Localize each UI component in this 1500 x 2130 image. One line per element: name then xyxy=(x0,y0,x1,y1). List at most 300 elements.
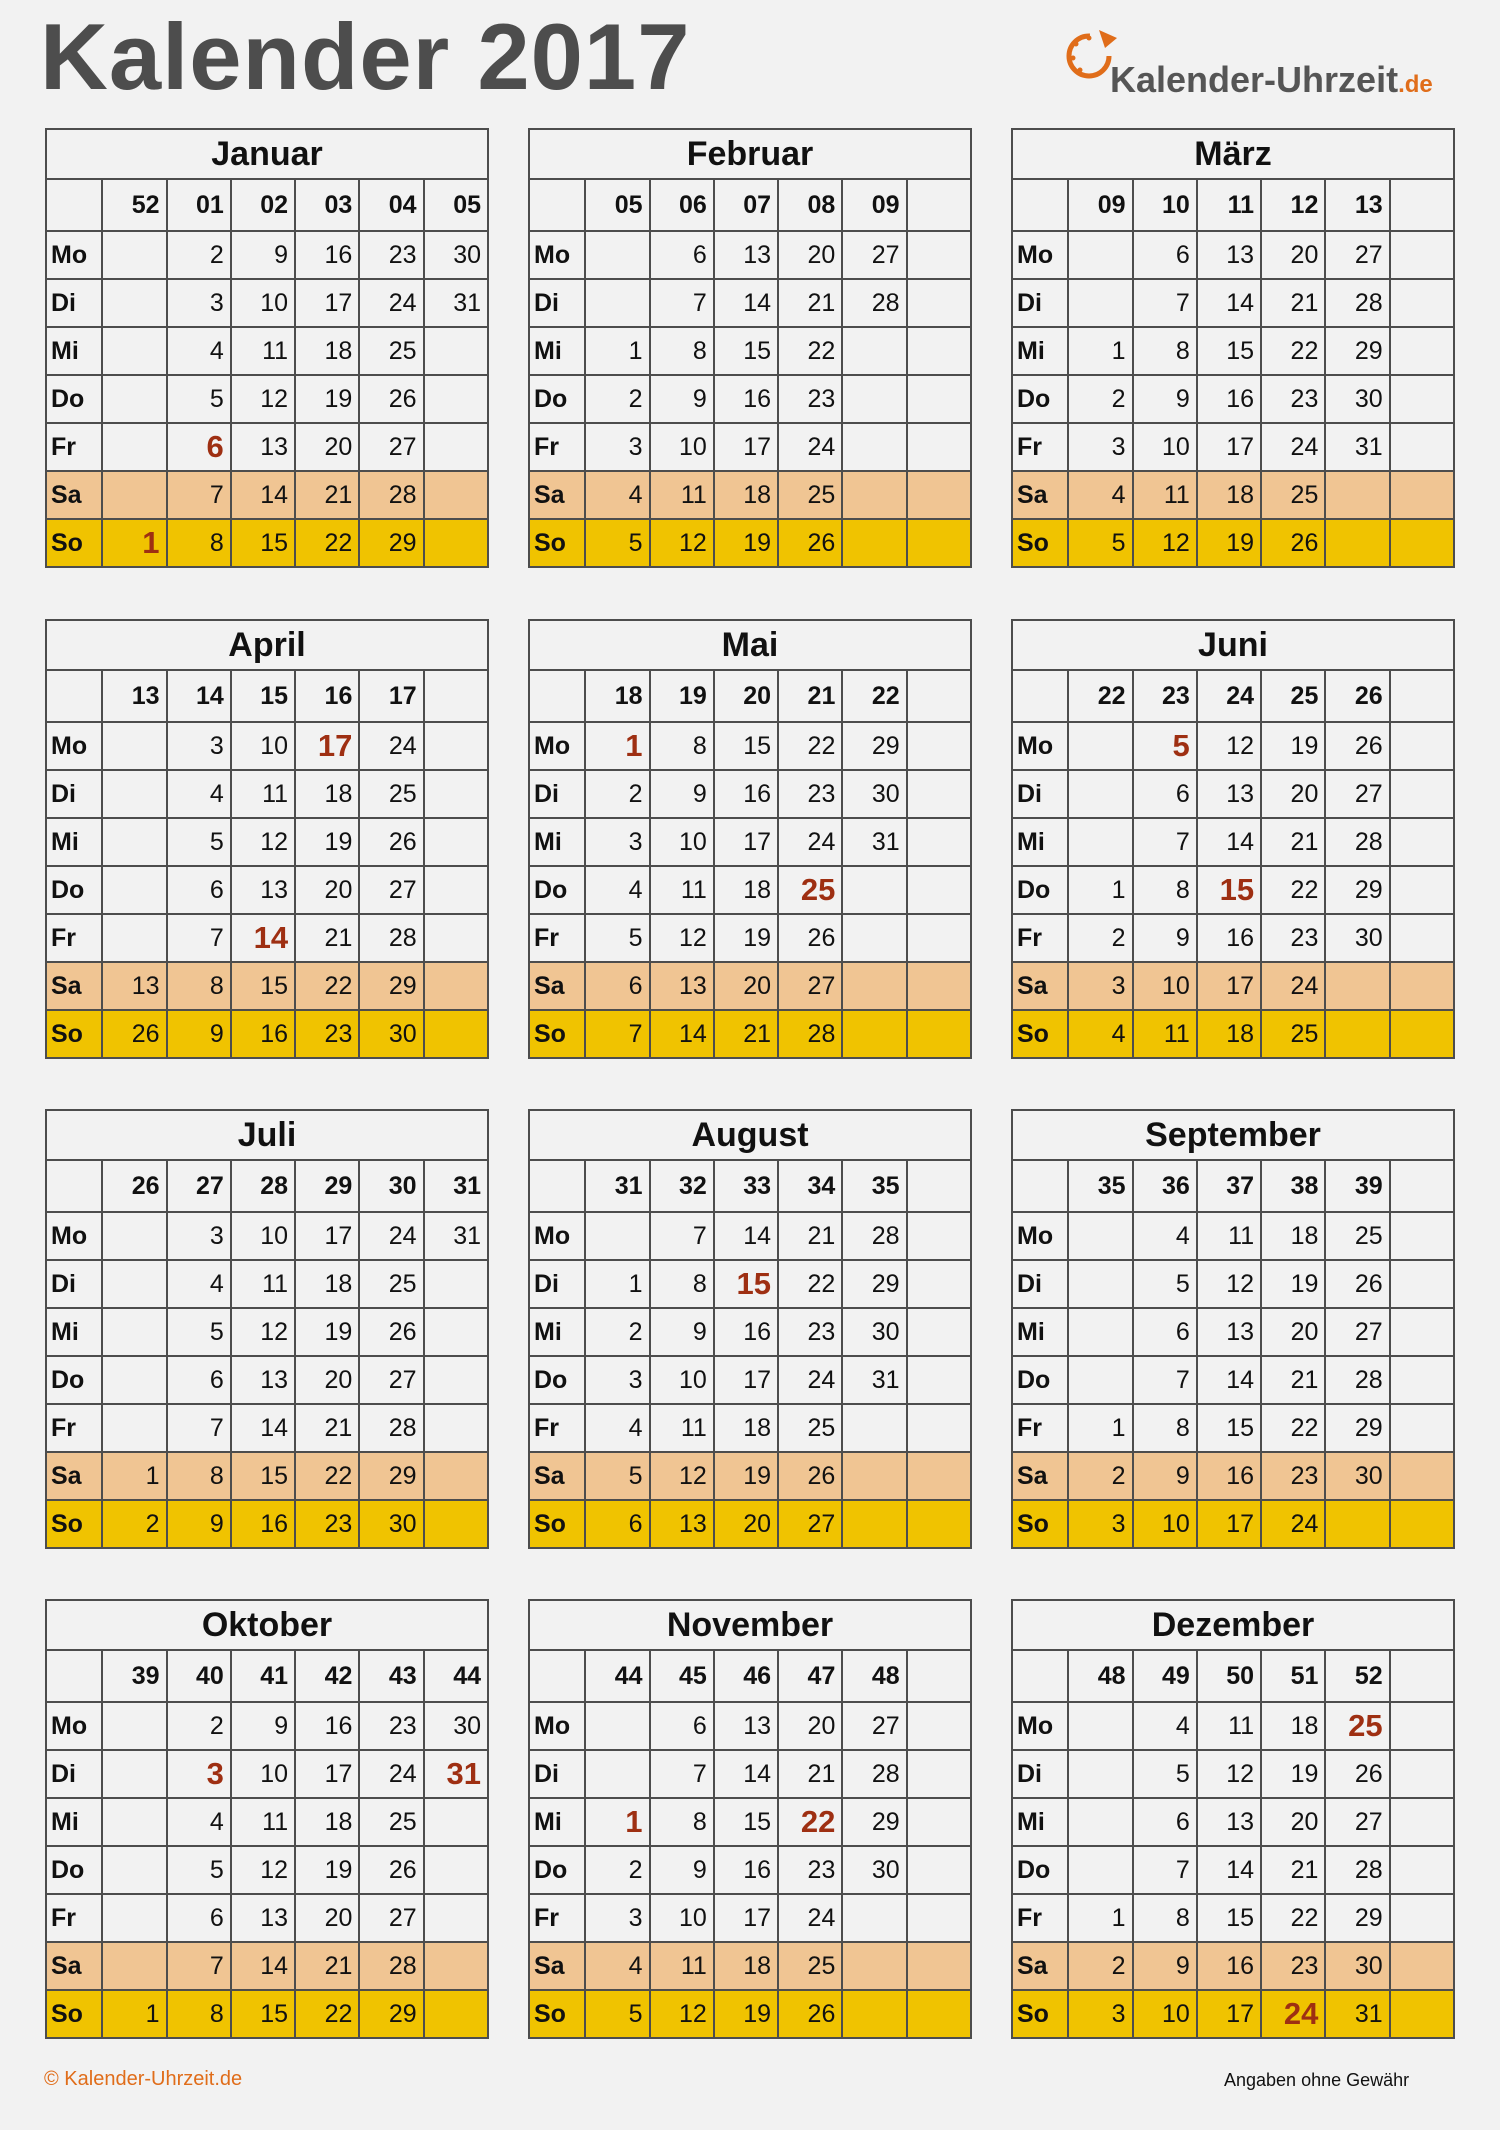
date-cell: 18 xyxy=(714,471,778,519)
empty-cell xyxy=(1390,962,1454,1010)
date-cell: 20 xyxy=(1261,770,1325,818)
date-cell: 12 xyxy=(231,1846,295,1894)
weekday-row xyxy=(46,770,488,818)
empty-cell xyxy=(1068,1750,1132,1798)
weekday-label: Mo xyxy=(1012,1702,1068,1750)
date-cell: 19 xyxy=(1261,722,1325,770)
week-number xyxy=(907,670,971,722)
week-number xyxy=(1390,670,1454,722)
date-cell: 22 xyxy=(295,962,359,1010)
empty-cell xyxy=(424,1260,488,1308)
date-cell: 21 xyxy=(778,1750,842,1798)
date-cell: 16 xyxy=(295,231,359,279)
empty-cell xyxy=(102,1260,166,1308)
weekday-label: Mi xyxy=(529,327,585,375)
date-cell: 5 xyxy=(1068,519,1132,567)
date-cell: 25 xyxy=(1325,1212,1389,1260)
weekday-row xyxy=(1012,770,1454,818)
weekday-row xyxy=(1012,914,1454,962)
empty-cell xyxy=(907,818,971,866)
weekday-label: Mi xyxy=(529,818,585,866)
empty-cell xyxy=(1325,471,1389,519)
weekday-row xyxy=(46,1452,488,1500)
date-cell: 10 xyxy=(231,1212,295,1260)
date-cell: 28 xyxy=(842,1212,906,1260)
date-cell: 10 xyxy=(231,722,295,770)
weekday-row xyxy=(1012,818,1454,866)
weekday-label: Mi xyxy=(529,1308,585,1356)
week-number: 36 xyxy=(1133,1160,1197,1212)
date-cell: 19 xyxy=(714,914,778,962)
date-cell: 28 xyxy=(778,1010,842,1058)
date-cell: 2 xyxy=(1068,375,1132,423)
date-cell: 18 xyxy=(1197,1010,1261,1058)
weekday-label: Sa xyxy=(529,1452,585,1500)
date-cell: 18 xyxy=(295,327,359,375)
date-cell: 5 xyxy=(585,914,649,962)
week-number: 19 xyxy=(650,670,714,722)
week-number: 22 xyxy=(1068,670,1132,722)
date-cell: 16 xyxy=(714,375,778,423)
weekday-label: Mi xyxy=(46,818,102,866)
weekday-row xyxy=(529,1404,971,1452)
date-cell: 2 xyxy=(102,1500,166,1548)
weekday-label: Mo xyxy=(1012,1212,1068,1260)
empty-cell xyxy=(102,818,166,866)
date-cell: 14 xyxy=(1197,1356,1261,1404)
weekday-label: Do xyxy=(529,1356,585,1404)
date-cell: 7 xyxy=(650,1750,714,1798)
empty-cell xyxy=(424,375,488,423)
weekday-label: Do xyxy=(46,375,102,423)
empty-cell xyxy=(907,1846,971,1894)
weekday-label: Fr xyxy=(529,914,585,962)
date-cell: 24 xyxy=(359,279,423,327)
date-cell: 22 xyxy=(1261,866,1325,914)
week-number: 50 xyxy=(1197,1650,1261,1702)
date-cell: 1 xyxy=(585,1260,649,1308)
date-cell: 12 xyxy=(1197,1260,1261,1308)
date-cell: 27 xyxy=(359,866,423,914)
week-corner-cell xyxy=(529,179,585,231)
date-cell: 23 xyxy=(1261,375,1325,423)
date-cell: 2 xyxy=(167,231,231,279)
date-cell: 6 xyxy=(585,962,649,1010)
date-cell: 3 xyxy=(585,423,649,471)
date-cell: 30 xyxy=(359,1010,423,1058)
date-cell: 5 xyxy=(167,1308,231,1356)
empty-cell xyxy=(842,866,906,914)
weekday-label: Sa xyxy=(46,1452,102,1500)
weekday-row xyxy=(1012,1894,1454,1942)
date-cell: 20 xyxy=(1261,1798,1325,1846)
date-cell: 30 xyxy=(1325,375,1389,423)
date-cell: 30 xyxy=(842,1308,906,1356)
date-cell: 12 xyxy=(231,1308,295,1356)
date-cell: 15 xyxy=(714,1798,778,1846)
date-cell: 20 xyxy=(1261,231,1325,279)
empty-cell xyxy=(424,1894,488,1942)
date-cell: 24 xyxy=(1261,962,1325,1010)
month-name: Januar xyxy=(46,129,488,179)
weekday-row xyxy=(1012,962,1454,1010)
disclaimer-text: Angaben ohne Gewähr xyxy=(1224,2070,1410,2090)
date-cell: 11 xyxy=(650,1404,714,1452)
date-cell: 9 xyxy=(1133,1942,1197,1990)
week-number xyxy=(907,1160,971,1212)
empty-cell xyxy=(907,1356,971,1404)
date-cell: 20 xyxy=(1261,1308,1325,1356)
empty-cell xyxy=(907,231,971,279)
week-number: 45 xyxy=(650,1650,714,1702)
date-cell: 13 xyxy=(650,1500,714,1548)
date-cell: 17 xyxy=(1197,1990,1261,2038)
date-cell: 11 xyxy=(1133,1010,1197,1058)
date-cell: 10 xyxy=(1133,1500,1197,1548)
weekday-label: So xyxy=(1012,1010,1068,1058)
empty-cell xyxy=(102,1404,166,1452)
date-cell: 2 xyxy=(167,1702,231,1750)
empty-cell xyxy=(907,1500,971,1548)
date-cell: 7 xyxy=(650,279,714,327)
date-cell: 29 xyxy=(1325,1404,1389,1452)
date-cell: 28 xyxy=(842,1750,906,1798)
month-name: Juni xyxy=(1012,620,1454,670)
date-cell: 4 xyxy=(167,327,231,375)
empty-cell xyxy=(907,866,971,914)
empty-cell xyxy=(1390,1452,1454,1500)
weekday-row xyxy=(1012,1010,1454,1058)
empty-cell xyxy=(907,1260,971,1308)
month-name: Februar xyxy=(529,129,971,179)
date-cell: 8 xyxy=(650,722,714,770)
empty-cell xyxy=(907,914,971,962)
date-cell: 28 xyxy=(359,914,423,962)
date-cell: 21 xyxy=(778,279,842,327)
month-table xyxy=(528,1109,972,1549)
weekday-label: Do xyxy=(1012,1846,1068,1894)
date-cell: 14 xyxy=(1197,818,1261,866)
weekday-row xyxy=(46,423,488,471)
date-cell: 29 xyxy=(1325,866,1389,914)
date-cell: 14 xyxy=(231,1942,295,1990)
empty-cell xyxy=(585,279,649,327)
site-logo[interactable] xyxy=(1065,20,1465,100)
empty-cell xyxy=(1390,722,1454,770)
empty-cell xyxy=(1390,1500,1454,1548)
week-number: 37 xyxy=(1197,1160,1261,1212)
date-cell: 7 xyxy=(1133,279,1197,327)
date-cell: 21 xyxy=(1261,1846,1325,1894)
date-cell: 29 xyxy=(842,1798,906,1846)
date-cell: 1 xyxy=(102,1990,166,2038)
weekday-row xyxy=(1012,1212,1454,1260)
date-cell: 22 xyxy=(295,1452,359,1500)
weekday-label: Di xyxy=(529,770,585,818)
week-corner-cell xyxy=(46,670,102,722)
date-cell: 8 xyxy=(1133,1404,1197,1452)
date-cell: 2 xyxy=(585,1308,649,1356)
empty-cell xyxy=(1390,1010,1454,1058)
week-corner-cell xyxy=(529,1160,585,1212)
empty-cell xyxy=(102,1702,166,1750)
empty-cell xyxy=(1068,279,1132,327)
date-cell: 31 xyxy=(424,1212,488,1260)
empty-cell xyxy=(907,423,971,471)
date-cell: 16 xyxy=(231,1500,295,1548)
empty-cell xyxy=(585,1212,649,1260)
weekday-label: Mo xyxy=(529,722,585,770)
month-name: November xyxy=(529,1600,971,1650)
date-cell: 14 xyxy=(231,1404,295,1452)
date-cell: 12 xyxy=(231,375,295,423)
date-cell: 10 xyxy=(650,423,714,471)
weekday-label: So xyxy=(529,1010,585,1058)
empty-cell xyxy=(1390,1260,1454,1308)
date-cell: 26 xyxy=(778,519,842,567)
date-cell: 8 xyxy=(1133,1894,1197,1942)
date-cell: 4 xyxy=(585,471,649,519)
date-cell: 27 xyxy=(359,423,423,471)
weekday-row xyxy=(1012,279,1454,327)
empty-cell xyxy=(102,327,166,375)
empty-cell xyxy=(424,327,488,375)
date-cell: 6 xyxy=(167,1894,231,1942)
week-number: 35 xyxy=(842,1160,906,1212)
date-cell: 27 xyxy=(778,1500,842,1548)
date-cell: 18 xyxy=(714,866,778,914)
date-cell: 25 xyxy=(778,1942,842,1990)
date-cell: 8 xyxy=(1133,866,1197,914)
weekday-row xyxy=(529,1212,971,1260)
empty-cell xyxy=(842,1452,906,1500)
date-cell: 16 xyxy=(1197,1452,1261,1500)
date-cell: 24 xyxy=(1261,1500,1325,1548)
date-cell: 31 xyxy=(842,818,906,866)
week-number: 16 xyxy=(295,670,359,722)
week-number: 03 xyxy=(295,179,359,231)
weekday-label: Do xyxy=(46,866,102,914)
week-corner-cell xyxy=(46,1650,102,1702)
date-cell: 20 xyxy=(295,1356,359,1404)
weekday-row xyxy=(46,1894,488,1942)
week-number: 02 xyxy=(231,179,295,231)
date-cell: 2 xyxy=(1068,1942,1132,1990)
date-cell: 28 xyxy=(359,471,423,519)
date-cell: 26 xyxy=(778,1452,842,1500)
empty-cell xyxy=(907,519,971,567)
date-cell: 15 xyxy=(231,519,295,567)
empty-cell xyxy=(102,1750,166,1798)
empty-cell xyxy=(1390,327,1454,375)
empty-cell xyxy=(1068,818,1132,866)
date-cell: 27 xyxy=(1325,770,1389,818)
date-cell: 25 xyxy=(1261,471,1325,519)
weekday-label: Sa xyxy=(1012,1452,1068,1500)
weekday-row xyxy=(46,866,488,914)
date-cell: 6 xyxy=(167,866,231,914)
date-cell: 25 xyxy=(1261,1010,1325,1058)
weekday-label: Do xyxy=(1012,866,1068,914)
date-cell: 2 xyxy=(585,1846,649,1894)
date-cell: 16 xyxy=(1197,1942,1261,1990)
date-cell: 13 xyxy=(231,866,295,914)
empty-cell xyxy=(102,471,166,519)
weekday-row xyxy=(46,1404,488,1452)
date-cell: 21 xyxy=(295,1942,359,1990)
date-cell: 4 xyxy=(1068,1010,1132,1058)
week-number: 35 xyxy=(1068,1160,1132,1212)
date-cell: 26 xyxy=(1325,1750,1389,1798)
weekday-label: Sa xyxy=(529,1942,585,1990)
date-cell: 9 xyxy=(231,1702,295,1750)
weekday-label: Sa xyxy=(529,471,585,519)
empty-cell xyxy=(102,423,166,471)
date-cell: 4 xyxy=(167,1798,231,1846)
week-number: 52 xyxy=(102,179,166,231)
date-cell: 31 xyxy=(424,279,488,327)
weekday-row xyxy=(529,1452,971,1500)
weekday-label: Mi xyxy=(1012,327,1068,375)
empty-cell xyxy=(907,327,971,375)
date-cell: 18 xyxy=(1197,471,1261,519)
date-cell: 16 xyxy=(1197,375,1261,423)
empty-cell xyxy=(842,375,906,423)
holiday-date: 25 xyxy=(1325,1702,1389,1750)
date-cell: 13 xyxy=(1197,231,1261,279)
week-number: 11 xyxy=(1197,179,1261,231)
date-cell: 8 xyxy=(650,1260,714,1308)
empty-cell xyxy=(1390,519,1454,567)
date-cell: 8 xyxy=(650,327,714,375)
empty-cell xyxy=(424,1404,488,1452)
empty-cell xyxy=(585,1750,649,1798)
date-cell: 9 xyxy=(231,231,295,279)
weekday-row xyxy=(46,818,488,866)
week-number: 28 xyxy=(231,1160,295,1212)
weekday-label: Mi xyxy=(46,1798,102,1846)
date-cell: 24 xyxy=(778,818,842,866)
empty-cell xyxy=(907,471,971,519)
weekday-label: Di xyxy=(46,770,102,818)
date-cell: 29 xyxy=(359,962,423,1010)
empty-cell xyxy=(1390,914,1454,962)
weekday-row xyxy=(46,1308,488,1356)
month-table xyxy=(1011,128,1455,568)
date-cell: 27 xyxy=(1325,1308,1389,1356)
holiday-date: 1 xyxy=(585,722,649,770)
date-cell: 22 xyxy=(778,722,842,770)
weekday-label: Do xyxy=(529,375,585,423)
weekday-row xyxy=(1012,1500,1454,1548)
empty-cell xyxy=(842,1500,906,1548)
empty-cell xyxy=(1390,1750,1454,1798)
date-cell: 20 xyxy=(295,1894,359,1942)
month-table xyxy=(528,1599,972,2039)
weekday-row xyxy=(529,1356,971,1404)
date-cell: 3 xyxy=(585,1356,649,1404)
date-cell: 12 xyxy=(650,1452,714,1500)
empty-cell xyxy=(102,722,166,770)
holiday-date: 15 xyxy=(1197,866,1261,914)
date-cell: 10 xyxy=(231,1750,295,1798)
weekday-row xyxy=(46,471,488,519)
date-cell: 25 xyxy=(359,770,423,818)
weekday-label: Mo xyxy=(529,231,585,279)
date-cell: 1 xyxy=(585,327,649,375)
weekday-label: So xyxy=(46,1500,102,1548)
weekday-label: Fr xyxy=(46,423,102,471)
date-cell: 7 xyxy=(585,1010,649,1058)
holiday-date: 17 xyxy=(295,722,359,770)
date-cell: 23 xyxy=(295,1010,359,1058)
empty-cell xyxy=(102,375,166,423)
weekday-row xyxy=(1012,1308,1454,1356)
date-cell: 16 xyxy=(231,1010,295,1058)
copyright-text[interactable]: © Kalender-Uhrzeit.de xyxy=(44,2068,243,2090)
date-cell: 23 xyxy=(359,1702,423,1750)
week-number: 48 xyxy=(842,1650,906,1702)
date-cell: 14 xyxy=(714,1750,778,1798)
date-cell: 11 xyxy=(231,327,295,375)
date-cell: 5 xyxy=(167,1846,231,1894)
date-cell: 25 xyxy=(778,471,842,519)
week-number: 46 xyxy=(714,1650,778,1702)
week-number: 24 xyxy=(1197,670,1261,722)
date-cell: 18 xyxy=(714,1404,778,1452)
empty-cell xyxy=(1390,1846,1454,1894)
empty-cell xyxy=(1068,1702,1132,1750)
weekday-row xyxy=(1012,423,1454,471)
month-table xyxy=(528,128,972,568)
date-cell: 15 xyxy=(231,962,295,1010)
date-cell: 11 xyxy=(650,471,714,519)
date-cell: 8 xyxy=(167,519,231,567)
week-number: 40 xyxy=(167,1650,231,1702)
weekday-label: Mi xyxy=(1012,818,1068,866)
date-cell: 22 xyxy=(1261,1404,1325,1452)
week-corner-cell xyxy=(529,1650,585,1702)
date-cell: 24 xyxy=(359,722,423,770)
date-cell: 26 xyxy=(1325,722,1389,770)
weekday-row xyxy=(46,1500,488,1548)
weekday-label: Mi xyxy=(46,327,102,375)
date-cell: 6 xyxy=(1133,231,1197,279)
empty-cell xyxy=(424,1798,488,1846)
holiday-date: 5 xyxy=(1133,722,1197,770)
holiday-date: 31 xyxy=(424,1750,488,1798)
date-cell: 1 xyxy=(1068,1404,1132,1452)
empty-cell xyxy=(907,1010,971,1058)
date-cell: 24 xyxy=(778,423,842,471)
date-cell: 17 xyxy=(295,1750,359,1798)
weekday-label: Do xyxy=(1012,375,1068,423)
date-cell: 3 xyxy=(1068,1990,1132,2038)
empty-cell xyxy=(842,327,906,375)
weekday-row xyxy=(529,1942,971,1990)
month-table xyxy=(45,128,489,568)
empty-cell xyxy=(1068,1846,1132,1894)
month-table xyxy=(45,1599,489,2039)
week-number: 32 xyxy=(650,1160,714,1212)
week-number: 41 xyxy=(231,1650,295,1702)
weekday-label: Fr xyxy=(1012,1404,1068,1452)
empty-cell xyxy=(907,1750,971,1798)
date-cell: 14 xyxy=(714,279,778,327)
weekday-label: Di xyxy=(529,279,585,327)
week-number: 22 xyxy=(842,670,906,722)
date-cell: 23 xyxy=(778,375,842,423)
